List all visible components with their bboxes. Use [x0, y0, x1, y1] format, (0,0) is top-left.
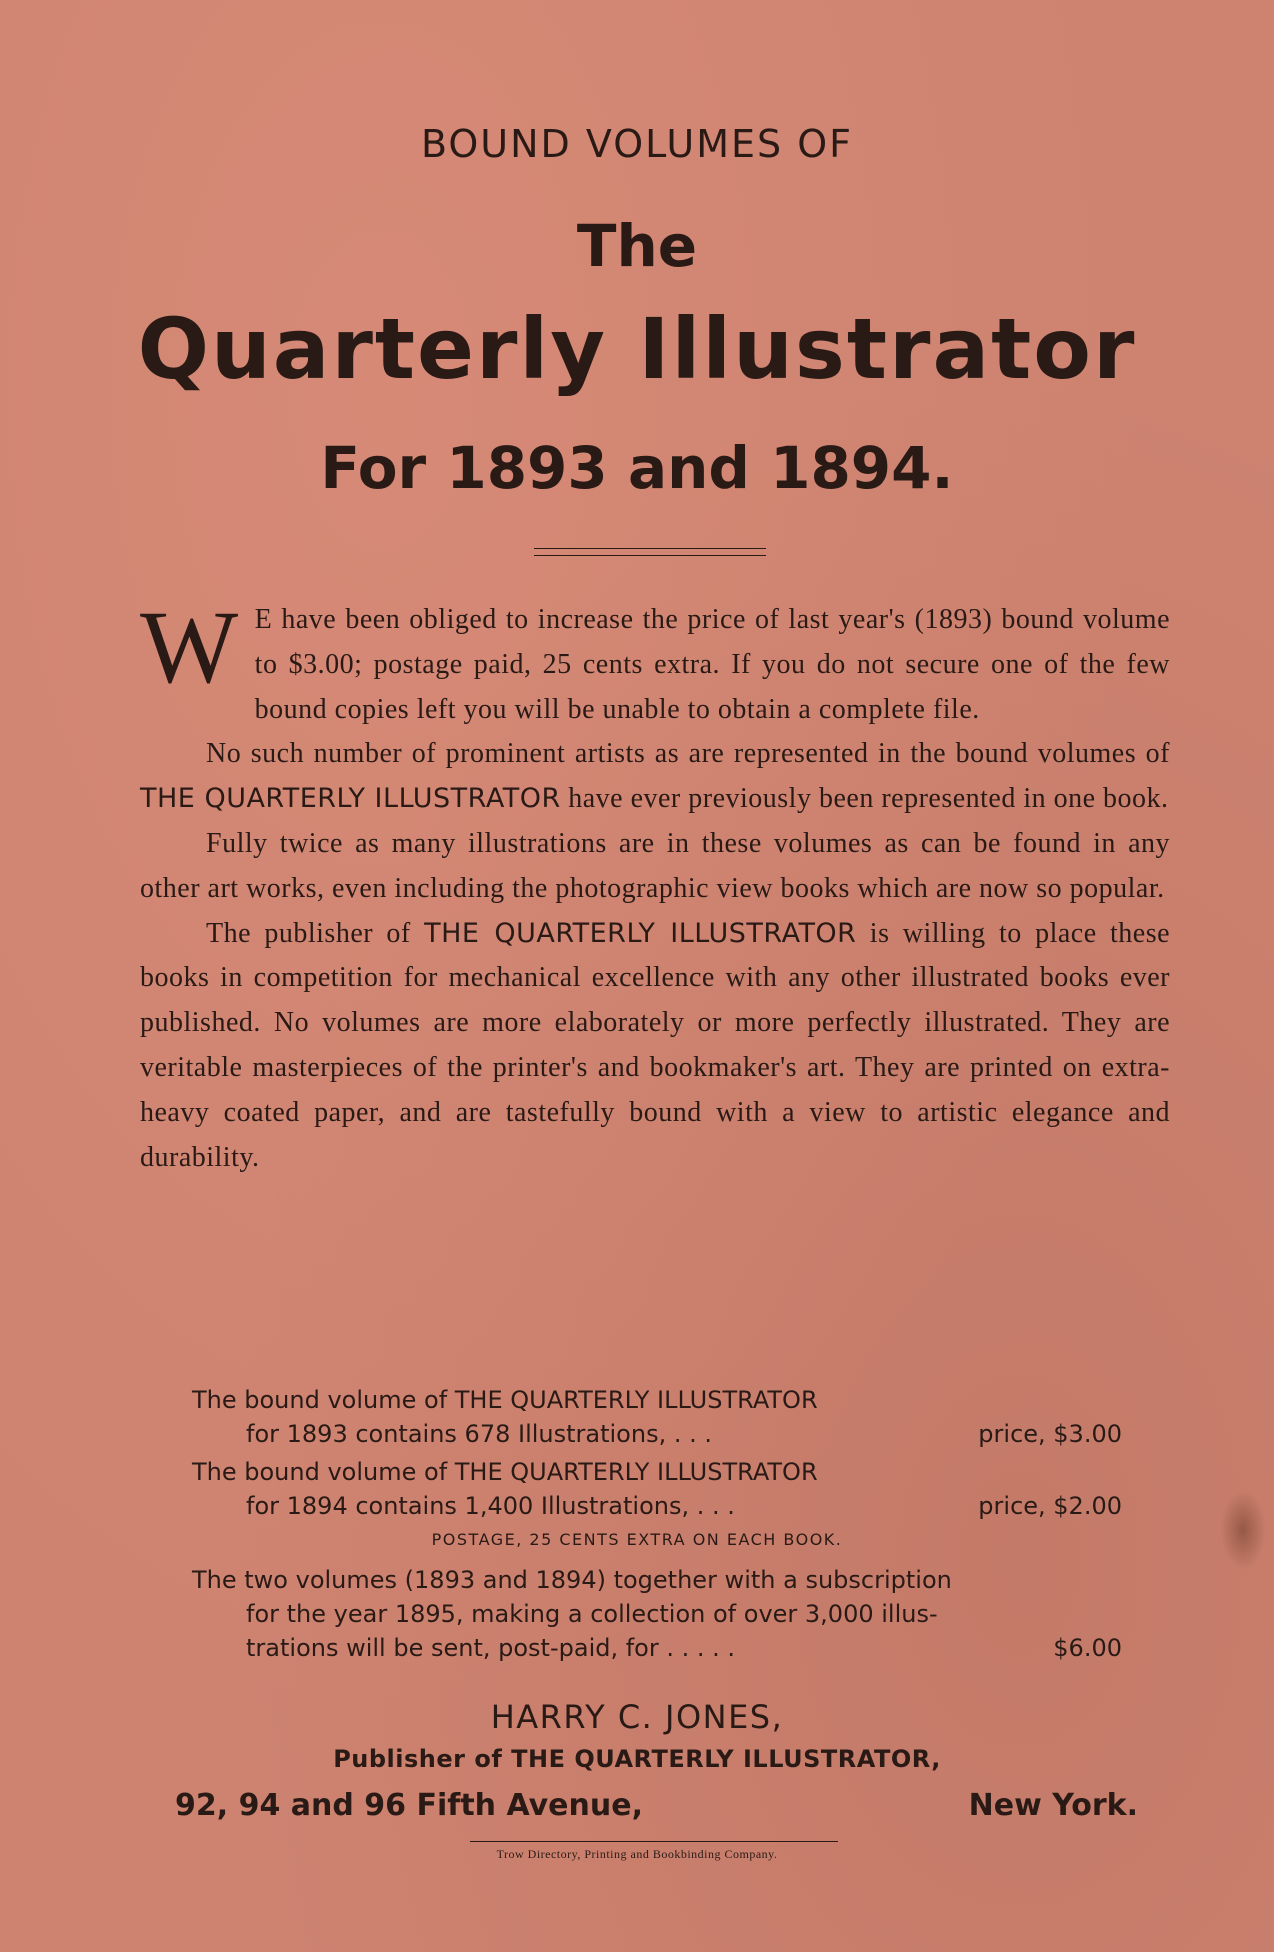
offer-3-line-2: for the year 1895, making a collection of over 3,000 illus- — [246, 1600, 938, 1628]
paragraph-4-text-b: is willing to place these books in competition for mechanical excellence with any other illustrated books ever published. No volumes are more elaborately or more perfectly illustrated. They are veritable masterpieces of the printer's and bookmaker's art. They are printed on extra-heavy coated paper, and are tastefully bound with a view to artistic elegance and durability. — [140, 917, 1171, 1173]
paragraph-2-text-b: have ever previously been represented in one book. — [568, 783, 1169, 815]
header-the: The — [576, 212, 698, 280]
offer-3-line-3 — [192, 1631, 1122, 1665]
header-years: For 1893 and 1894. — [320, 434, 954, 502]
drop-cap: W — [140, 590, 239, 705]
printer-credit: Trow Directory, Printing and Bookbinding Company. — [496, 1847, 778, 1861]
offer-2-line-2 — [192, 1489, 1122, 1523]
publisher-city: New York. — [968, 1788, 1138, 1823]
publication-name: THE QUARTERLY ILLUSTRATOR — [424, 917, 857, 949]
price-list — [192, 1383, 1122, 1665]
paragraph-2-text-a: No such number of prominent artists as are represented in the bound volumes of — [206, 738, 1170, 770]
offer-3-line-1: The two volumes (1893 and 1894) together with a subscription — [192, 1566, 952, 1594]
offer-1-price: price, $3.00 — [978, 1420, 1122, 1448]
publisher-title: Publisher of THE QUARTERLY ILLUSTRATOR, — [333, 1745, 941, 1773]
paragraph-1 — [140, 590, 1170, 732]
header-bound-volumes: BOUND VOLUMES OF — [421, 122, 853, 166]
offer-1-line-1: The bound volume of THE QUARTERLY ILLUSTRATOR — [192, 1386, 818, 1414]
offer-2-price: price, $2.00 — [978, 1492, 1122, 1520]
offer-2-line-1: The bound volume of THE QUARTERLY ILLUSTRATOR — [192, 1458, 818, 1486]
publisher-address: 92, 94 and 96 Fifth Avenue, — [175, 1788, 643, 1823]
body-text — [140, 590, 1171, 1180]
offer-2-description: for 1894 contains 1,400 Illustrations, . . . — [246, 1492, 735, 1520]
offer-1-description: for 1893 contains 678 Illustrations, . . . — [246, 1420, 712, 1448]
postage-note: POSTAGE, 25 CENTS EXTRA ON EACH BOOK. — [431, 1530, 843, 1549]
offer-1-line-2 — [192, 1417, 1122, 1451]
paragraph-2 — [140, 732, 1170, 822]
page-title: Quarterly Illustrator — [137, 300, 1137, 398]
paragraph-1-text: E have been obliged to increase the price of last year's (1893) bound volume to $3.00; postage paid, 25 cents extra. If you do not secure one of the few bound copies left you will be unable to obtain a complete file. — [254, 604, 1170, 725]
offer-3-price: $6.00 — [1053, 1634, 1122, 1662]
paper-stain — [1220, 1490, 1266, 1570]
paragraph-4 — [140, 912, 1170, 1181]
paragraph-3: Fully twice as many illustrations are in these volumes as can be found in any other art works, even including the photographic view books which are now so popular. — [140, 827, 1170, 904]
publisher-name: HARRY C. JONES, — [490, 1698, 784, 1736]
double-rule-divider — [534, 548, 766, 556]
publication-name: THE QUARTERLY ILLUSTRATOR — [140, 783, 561, 815]
printer-rule — [470, 1841, 838, 1842]
paragraph-4-text-a: The publisher of — [206, 917, 411, 949]
offer-3-description: trations will be sent, post-paid, for . . . . . — [246, 1634, 736, 1662]
